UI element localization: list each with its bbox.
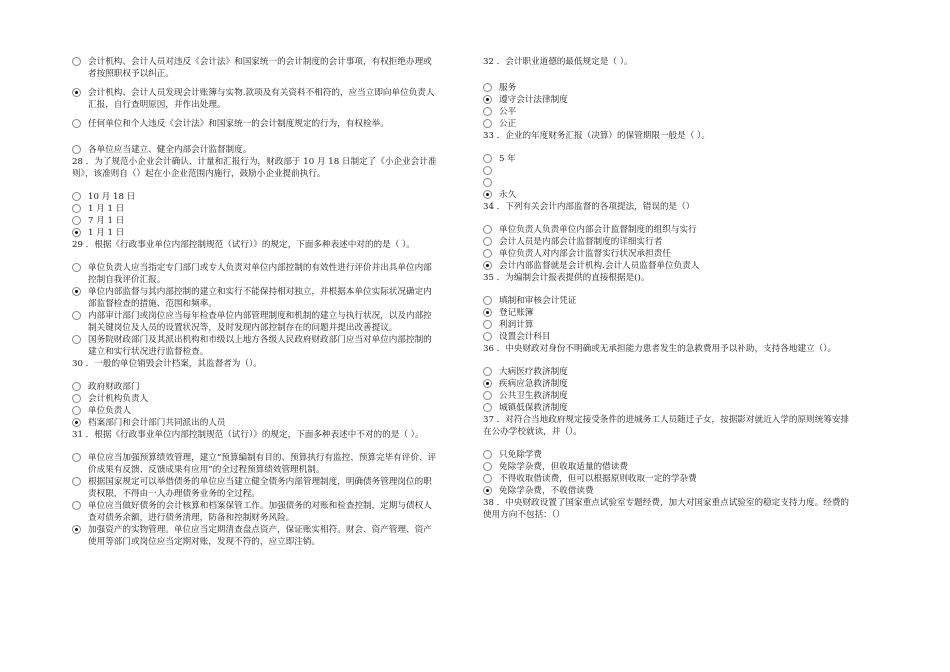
option[interactable] (483, 307, 851, 319)
option-text: 免除学杂费，但收取适量的借读费 (499, 462, 628, 472)
option-text: 不得收取借读费，但可以根据原则收取一定的学杂费 (499, 474, 697, 484)
option-text: 任何单位和个人违反《会计法》和国家统一的会计制度规定的行为，有权检举。 (88, 119, 389, 129)
option-text: 疾病应急救济制度 (499, 379, 568, 389)
option[interactable] (483, 390, 851, 402)
option[interactable] (483, 295, 851, 307)
question-31: 31 ．根据《行政事业单位内部控制规范（试行）》的规定，下面多种表述中不对的的是（ ）。 (72, 430, 424, 440)
option[interactable] (72, 56, 440, 80)
option[interactable] (72, 476, 440, 500)
option[interactable] (483, 473, 851, 485)
radio-button[interactable] (72, 228, 81, 237)
right-column (483, 56, 851, 521)
option[interactable] (483, 378, 851, 390)
option-text: 单位负责人 (88, 406, 131, 416)
option-text: 会计人员是内部会计监督制度的详细实行者 (499, 237, 663, 247)
radio-button[interactable] (483, 296, 492, 305)
option-text: 会计机构负责人 (88, 394, 149, 404)
radio-button[interactable] (72, 406, 81, 415)
question-36: 36 ．中央财政对身份不明确或无承担能力患者发生的急救费用予以补助，支持各地建立（）。 (483, 344, 837, 354)
option-text: 单位负责人负责单位内部会计监督制度的组织与实行 (499, 225, 697, 235)
radio-button[interactable] (483, 154, 492, 163)
option-text: 公共卫生救济制度 (499, 391, 568, 401)
option[interactable] (483, 461, 851, 473)
radio-button[interactable] (483, 486, 492, 495)
radio-button[interactable] (483, 95, 492, 104)
option-text: 城镇低保救济制度 (499, 403, 568, 413)
option[interactable] (72, 500, 440, 524)
radio-button[interactable] (483, 261, 492, 270)
option[interactable] (483, 224, 851, 236)
radio-button[interactable] (483, 450, 492, 459)
option[interactable] (72, 215, 440, 227)
option[interactable] (483, 449, 851, 461)
option-text: 10 月 18 日 (88, 192, 136, 202)
option-text: 公正 (499, 119, 517, 129)
question-34: 34 ．下列有关会计内部监督的各项提法，错误的是（） (483, 202, 695, 212)
option[interactable] (483, 94, 851, 106)
option[interactable] (483, 165, 851, 177)
option[interactable] (72, 334, 440, 358)
option-text: 单位应当做好债务的会计核算和档案保管工作。加强债务的对账和检查控制，定期与债权人查对债务余额，进行债务清理，防备和控制财务风险。 (88, 501, 432, 523)
block1-options (72, 56, 440, 156)
left-column (72, 56, 440, 548)
option-text: 单位内部监督与其内部控制的建立和实行不能保持相对独立，并根据本单位实际状况确定内部监督检查的措施、范围和频率。 (88, 287, 432, 309)
option-text: 登记账簿 (499, 308, 534, 318)
question-29: 29 ．根据《行政事业单位内部控制规范（试行）》的规定，下面多种表述中对的的是（ ）。 (72, 240, 415, 250)
radio-button[interactable] (483, 332, 492, 341)
option-text: 公平 (499, 107, 517, 117)
question-30: 30 ．一般的单位销毁会计档案，其监督者为（）。 (72, 359, 262, 369)
option[interactable] (483, 485, 851, 497)
option[interactable] (72, 118, 440, 130)
question-37: 37 ．对符合当地政府规定接受条件的进城务工人员随迁子女，按据影对就近入学的原则统筹安排在公办学校就读，并（）。 (483, 415, 850, 437)
radio-button[interactable] (483, 237, 492, 246)
option[interactable] (483, 402, 851, 414)
option-text: 设置会计科目 (499, 332, 551, 342)
option-text: 会计内部监督就是会计机构.会计人员监督单位负责人 (499, 261, 700, 271)
option[interactable] (72, 227, 440, 239)
radio-button[interactable] (72, 453, 81, 462)
option[interactable] (72, 417, 440, 429)
option[interactable] (72, 87, 440, 111)
radio-button[interactable] (483, 107, 492, 116)
option[interactable] (72, 524, 440, 548)
question-38: 38 ．中央财政设置了国家重点试验室专题经费，加大对国家重点试验室的稳定支持力度。经费的使用方向不包括：（） (483, 498, 850, 520)
option-text: 档案部门和会计部门共同派出的人员 (88, 418, 226, 428)
option[interactable] (483, 319, 851, 331)
option[interactable] (483, 106, 851, 118)
option-text: 永久 (499, 190, 517, 200)
radio-button[interactable] (72, 311, 81, 320)
option[interactable] (72, 203, 440, 215)
radio-button[interactable] (72, 394, 81, 403)
option[interactable] (483, 366, 851, 378)
radio-button[interactable] (483, 225, 492, 234)
radio-button[interactable] (483, 178, 492, 187)
radio-button[interactable] (483, 119, 492, 128)
option-text: 国务院财政部门及其派出机构和市级以上地方各级人民政府财政部门应当对单位内部控制的建立和实行状况进行监督检查。 (88, 335, 432, 357)
option-text: 7 月 1 日 (88, 216, 125, 226)
option-text: 大病医疗救济制度 (499, 367, 568, 377)
option-text: 加强资产的实物管理。单位应当定期清查盘点资产，保证账实相符。财会、资产管理、资产使用等部门或岗位应当定期对账，发现不符的，应立即注销。 (88, 525, 432, 547)
radio-button[interactable] (72, 382, 81, 391)
option-text: 各单位应当建立、健全内部会计监督制度。 (88, 145, 252, 155)
radio-button[interactable] (72, 204, 81, 213)
option-text: 免除学杂费，不收借读费 (499, 486, 594, 496)
option-text: 单位应当加强预算绩效管理，建立“预算编制有目的、预算执行有监控、预算完毕有评价、评价成果有反馈、反馈成果有应用”的全过程预算绩效管理机制。 (88, 453, 437, 475)
radio-button[interactable] (483, 391, 492, 400)
radio-button[interactable] (72, 418, 81, 427)
option-text: 利润计算 (499, 320, 534, 330)
option-text: 填制和审核会计凭证 (499, 296, 577, 306)
option[interactable] (72, 310, 440, 334)
option-text: 遵守会计法律制度 (499, 95, 568, 105)
question-35: 35 ．为编制会计报表提供的直接根据是()。 (483, 273, 650, 283)
radio-button[interactable] (483, 474, 492, 483)
question-33: 33 ．企业的年度财务汇报（决算）的保管期限一般是（ ）。 (483, 131, 710, 141)
radio-button[interactable] (483, 308, 492, 317)
option-text: 政府财政部门 (88, 382, 140, 392)
option[interactable] (72, 144, 440, 156)
option[interactable] (483, 189, 851, 201)
radio-button[interactable] (483, 367, 492, 376)
option[interactable] (483, 118, 851, 130)
option[interactable] (72, 381, 440, 393)
radio-button[interactable] (483, 190, 492, 199)
option[interactable] (483, 248, 851, 260)
radio-button[interactable] (483, 320, 492, 329)
option[interactable] (72, 393, 440, 405)
radio-button[interactable] (483, 462, 492, 471)
radio-button[interactable] (72, 145, 81, 154)
radio-button[interactable] (72, 57, 81, 66)
option[interactable] (483, 153, 851, 165)
option[interactable] (483, 331, 851, 343)
option[interactable] (483, 82, 851, 94)
option[interactable] (72, 286, 440, 310)
option[interactable] (483, 260, 851, 272)
option[interactable] (483, 177, 851, 189)
radio-button[interactable] (483, 249, 492, 258)
radio-button[interactable] (483, 403, 492, 412)
option-text: 根据国家规定可以举借债务的单位应当建立健全债务内部管理制度，明确债务管理岗位的职责权限，不得由一人办理债务业务的全过程。 (88, 477, 432, 499)
radio-button[interactable] (72, 501, 81, 510)
radio-button[interactable] (72, 88, 81, 97)
question-28: 28 ．为了规范小企业会计确认、计量和汇报行为，财政部于 10 月 18 日制定了《小企业会计准则》，该准则自（）起在小企业范围内施行，鼓励小企业提前执行。 (72, 157, 437, 179)
option[interactable] (72, 191, 440, 203)
option[interactable] (483, 236, 851, 248)
radio-button[interactable] (72, 192, 81, 201)
radio-button[interactable] (72, 525, 81, 534)
option[interactable] (72, 405, 440, 417)
option-text: 只免除学费 (499, 450, 542, 460)
option[interactable] (72, 262, 440, 286)
option-text: 内部审计部门或岗位应当每年检查单位内部管理制度和机制的建立与执行状况，以及内部控制关键岗位及人员的设置状况等，及时发现内部控制存在的问题并提出改善提议。 (88, 311, 432, 333)
option[interactable] (72, 452, 440, 476)
radio-button[interactable] (72, 335, 81, 344)
radio-button[interactable] (483, 83, 492, 92)
radio-button[interactable] (72, 477, 81, 486)
option-text: 单位负责人应当指定专门部门或专人负责对单位内部控制的有效性进行评价并出具单位内部控制自我评价汇报。 (88, 263, 432, 285)
option-text: 会计机构、会计人员对违反《会计法》和国家统一的会计制度的会计事项，有权拒绝办理或者按照职权予以纠正。 (88, 57, 432, 79)
radio-button[interactable] (483, 166, 492, 175)
option-text: 5 年 (499, 154, 516, 164)
radio-button[interactable] (72, 119, 81, 128)
option-text: 1 月 1 日 (88, 228, 125, 238)
radio-button[interactable] (72, 263, 81, 272)
question-32: 32 ．会计职业道德的最低规定是（ ）。 (483, 57, 633, 67)
option-text: 单位负责人对内部会计监督实行状况承担责任 (499, 249, 671, 259)
radio-button[interactable] (483, 379, 492, 388)
option-text: 服务 (499, 83, 517, 93)
radio-button[interactable] (72, 216, 81, 225)
option-text: 会计机构、会计人员发现会计账簿与实物.款项及有关资料不相符的，应当立即向单位负责人汇报，自行查明原因，并作出处理。 (88, 88, 435, 110)
option-text: 1 月 1 日 (88, 204, 125, 214)
radio-button[interactable] (72, 287, 81, 296)
